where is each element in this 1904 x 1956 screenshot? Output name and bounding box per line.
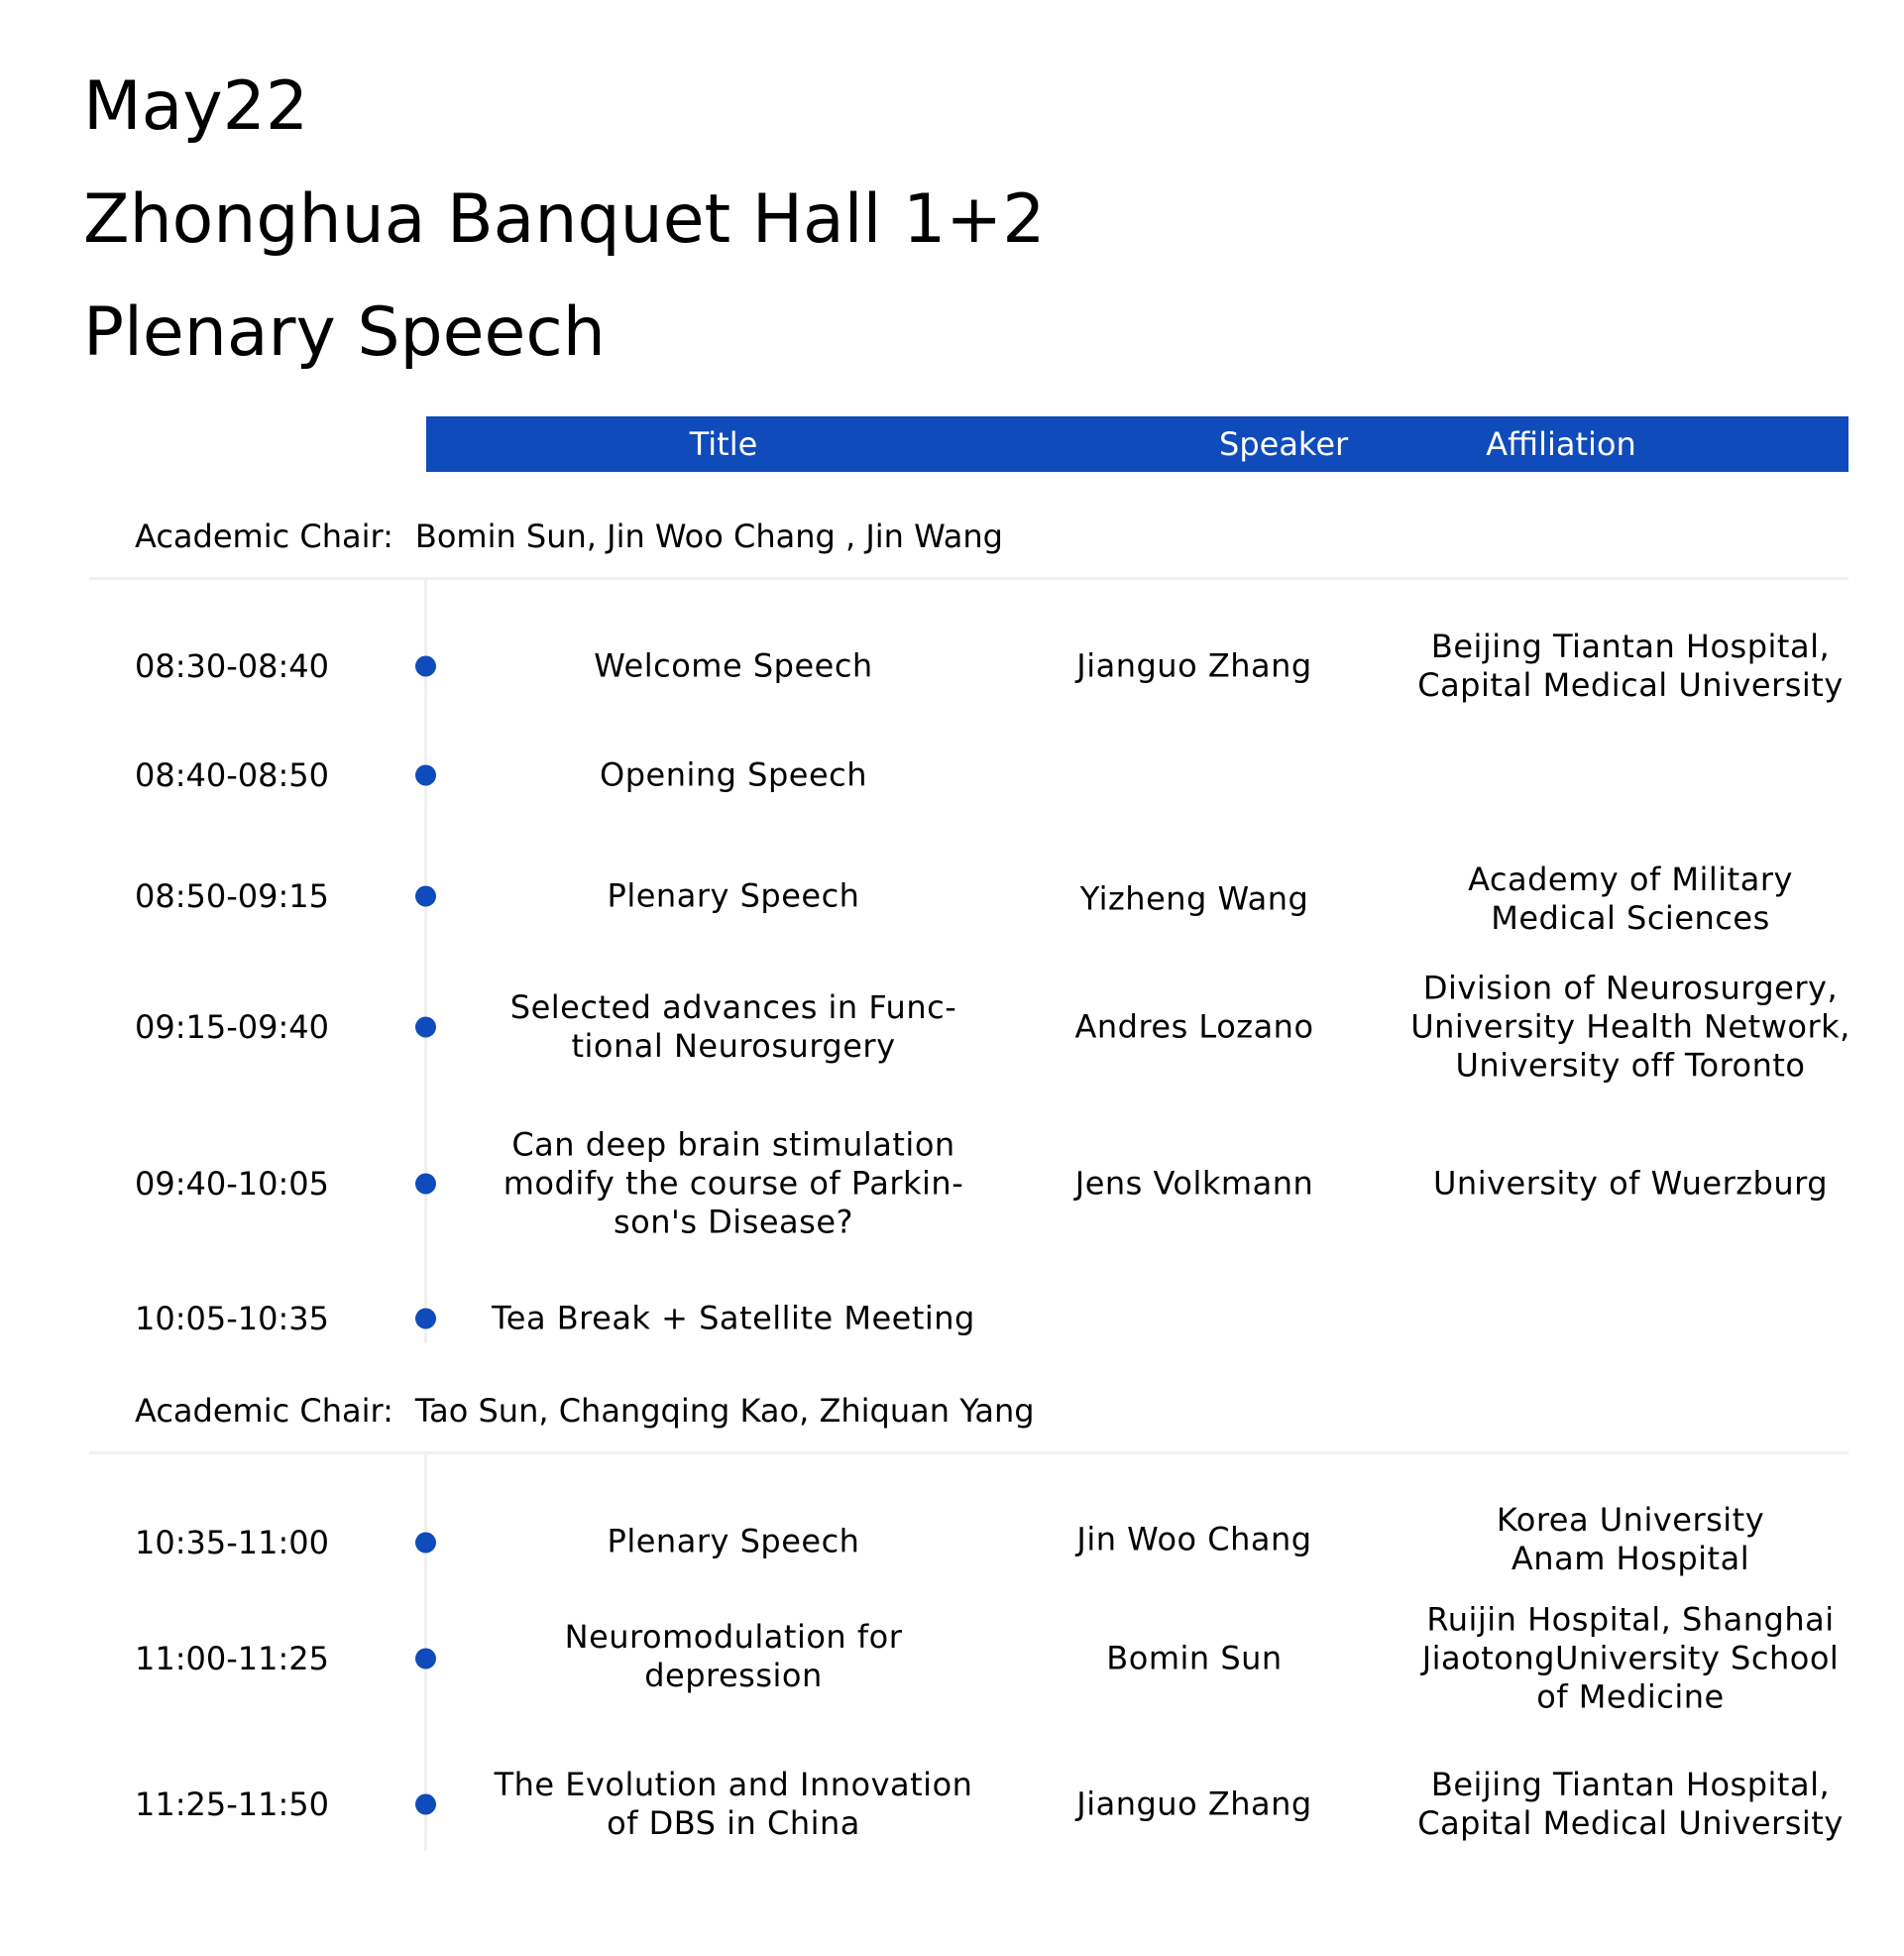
column-header-title: Title <box>689 425 758 463</box>
academic-chair-line <box>135 1391 1035 1431</box>
academic-chair-label: Academic Chair: <box>135 518 393 555</box>
speaker-name: Jianguo Zhang <box>1076 646 1312 685</box>
time-slot: 08:40-08:50 <box>135 756 329 794</box>
speaker-affiliation: Academy of Military Medical Sciences <box>1468 861 1793 937</box>
talk-title: Selected advances in Func- tional Neurosurgery <box>509 988 957 1065</box>
speaker-affiliation: University of Wuerzburg <box>1432 1164 1829 1203</box>
schedule-date: May22 <box>83 67 309 146</box>
speaker-affiliation: Ruijin Hospital, Shanghai JiaotongUniversity School of Medicine <box>1421 1600 1840 1716</box>
time-slot: 10:05-10:35 <box>135 1300 329 1337</box>
time-slot: 08:30-08:40 <box>135 647 329 685</box>
talk-title: Welcome Speech <box>594 646 873 685</box>
column-header-affiliation: Affiliation <box>1486 425 1636 463</box>
time-slot: 11:00-11:25 <box>135 1640 329 1677</box>
academic-chair-names: Tao Sun, Changqing Kao, Zhiquan Yang <box>414 1392 1035 1430</box>
timeline-dot-icon <box>415 1533 436 1553</box>
speaker-name: Andres Lozano <box>1074 1007 1314 1046</box>
timeline-dot-icon <box>415 1174 436 1195</box>
academic-chair-line <box>135 517 1003 556</box>
time-slot: 09:40-10:05 <box>135 1165 329 1203</box>
time-slot: 10:35-11:00 <box>135 1524 329 1561</box>
time-slot: 09:15-09:40 <box>135 1008 329 1046</box>
speaker-affiliation: Beijing Tiantan Hospital, Capital Medical University <box>1417 1766 1844 1842</box>
academic-chair-names: Bomin Sun, Jin Woo Chang , Jin Wang <box>414 518 1003 555</box>
speaker-name: Bomin Sun <box>1106 1639 1283 1677</box>
timeline-dot-icon <box>415 1309 436 1329</box>
academic-chair-label: Academic Chair: <box>135 1392 393 1430</box>
timeline-dot-icon <box>415 656 436 677</box>
talk-title: Plenary Speech <box>607 1522 860 1560</box>
talk-title: Opening Speech <box>600 755 867 794</box>
timeline-dot-icon <box>415 1017 436 1038</box>
speaker-name: Jianguo Zhang <box>1076 1784 1312 1823</box>
speaker-affiliation: Beijing Tiantan Hospital, Capital Medical University <box>1417 628 1844 704</box>
timeline-dot-icon <box>415 765 436 786</box>
timeline-line <box>424 580 427 1343</box>
timeline-dot-icon <box>415 1794 436 1815</box>
section-divider <box>89 1451 1848 1454</box>
talk-title: Neuromodulation for depression <box>564 1618 903 1694</box>
column-header-speaker: Speaker <box>1219 425 1349 463</box>
talk-title: Plenary Speech <box>607 876 860 915</box>
session-type-title: Plenary Speech <box>83 293 606 372</box>
time-slot: 08:50-09:15 <box>135 877 329 915</box>
speaker-affiliation: Korea University Anam Hospital <box>1496 1501 1765 1577</box>
timeline-dot-icon <box>415 1649 436 1669</box>
time-slot: 11:25-11:50 <box>135 1785 329 1823</box>
table-header-bar <box>426 416 1848 472</box>
speaker-affiliation: Division of Neurosurgery, University Health Network, University off Toronto <box>1410 969 1850 1085</box>
speaker-name: Jin Woo Chang <box>1076 1520 1312 1558</box>
talk-title: Tea Break + Satellite Meeting <box>492 1299 975 1337</box>
talk-title: The Evolution and Innovation of DBS in China <box>494 1766 973 1842</box>
timeline-dot-icon <box>415 886 436 907</box>
speaker-name: Yizheng Wang <box>1079 879 1309 918</box>
talk-title: Can deep brain stimulation modify the course of Parkin- son's Disease? <box>503 1125 964 1241</box>
venue-hall: Zhonghua Banquet Hall 1+2 <box>83 180 1046 259</box>
speaker-name: Jens Volkmann <box>1074 1164 1314 1203</box>
section-divider <box>89 577 1848 580</box>
